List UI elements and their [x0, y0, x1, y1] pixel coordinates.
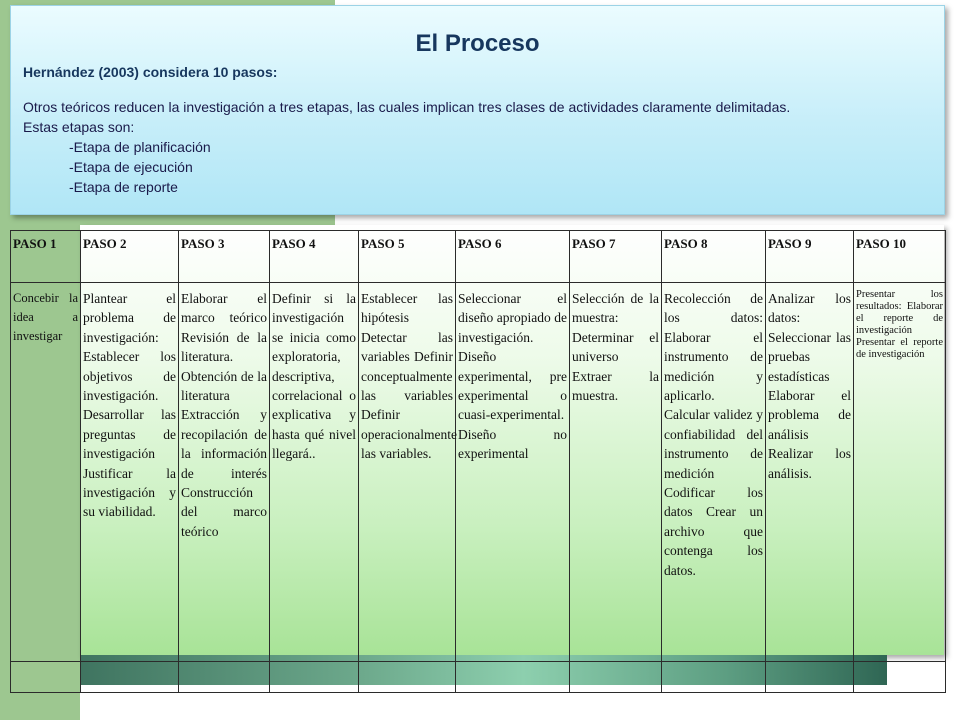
footer-cell-10 [854, 662, 946, 693]
header-paso-3: PASO 3 [179, 231, 270, 283]
header-paso-8: PASO 8 [662, 231, 766, 283]
footer-cell-1 [11, 662, 81, 693]
cell-text-paso-2: Plantear el problema de investigación: Establecer los objetivos de investigación. Desarrollar las preguntas de investigación Justificar la investigación y su viabilidad. [83, 291, 176, 520]
cell-text-paso-8: Recolección de los datos: Elaborar el instrumento de medición y aplicarlo. Calcular validez y confiabilidad del instrumento de medición Codificar los datos Crear un archivo que contenga los datos. [664, 291, 763, 578]
footer-cell-4 [270, 662, 359, 693]
header-paso-6: PASO 6 [456, 231, 570, 283]
cell-text-paso-5: Establecer las hipótesis Detectar las variables Definir conceptualmente las variables Definir operacionalmente las variables. [361, 291, 457, 462]
header-paso-5: PASO 5 [359, 231, 456, 283]
table-header-row [11, 231, 946, 283]
cell-text-paso-9: Analizar los datos: Seleccionar las pruebas estadísticas Elaborar el problema de análisis Realizar los análisis. [768, 291, 851, 481]
intro-text: Otros teóricos reducen la investigación a tres etapas, las cuales implican tres clases de actividades claramente delimitadas. [23, 99, 791, 115]
cell-paso-1 [11, 283, 81, 662]
cell-paso-8 [662, 283, 766, 662]
header-paso-4: PASO 4 [270, 231, 359, 283]
footer-cell-8 [662, 662, 766, 693]
slide-title: El Proceso [415, 30, 540, 57]
header-paso-9: PASO 9 [766, 231, 854, 283]
cell-text-paso-3: Elaborar el marco teórico Revisión de la literatura. Obtención de la literatura Extracción y recopilación de la información de interés Construcción del marco teórico [181, 291, 267, 539]
intro-box [10, 5, 945, 215]
cell-text-paso-1: Concebir la idea a investigar [13, 291, 78, 343]
footer-cell-3 [179, 662, 270, 693]
stage-planning: -Etapa de planificación [69, 139, 211, 155]
intro-text-stages-lead: Estas etapas son: [23, 119, 135, 135]
cell-paso-5 [359, 283, 456, 662]
cell-paso-7 [570, 283, 662, 662]
stage-execution: -Etapa de ejecución [69, 159, 193, 175]
footer-cell-6 [456, 662, 570, 693]
table-content-row [11, 283, 946, 662]
cell-paso-3 [179, 283, 270, 662]
cell-text-paso-4: Definir si la investigación se inicia como exploratoria, descriptiva, correlacional o explicativa y hasta qué nivel llegará.. [272, 291, 356, 462]
footer-cell-5 [359, 662, 456, 693]
cell-text-paso-6: Seleccionar el diseño apropiado de investigación. Diseño experimental, pre experimental o cuasi-experimental. Diseño no experimental [458, 291, 567, 462]
cell-paso-9 [766, 283, 854, 662]
header-paso-10: PASO 10 [854, 231, 946, 283]
table-footer-row [11, 662, 946, 693]
cell-paso-10 [854, 283, 946, 662]
cell-paso-4 [270, 283, 359, 662]
footer-cell-2 [81, 662, 179, 693]
header-paso-2: PASO 2 [81, 231, 179, 283]
cell-text-paso-10: Presentar los resultados: Elaborar el reporte de investigación Presentar el reporte de investigación [856, 289, 943, 360]
cell-paso-2 [81, 283, 179, 662]
cell-paso-6 [456, 283, 570, 662]
header-paso-7: PASO 7 [570, 231, 662, 283]
header-paso-1: PASO 1 [11, 231, 81, 283]
stage-report: -Etapa de reporte [69, 179, 178, 195]
footer-cell-7 [570, 662, 662, 693]
slide-subtitle: Hernández (2003) considera 10 pasos: [23, 64, 278, 80]
footer-cell-9 [766, 662, 854, 693]
cell-text-paso-7: Selección de la muestra: Determinar el universo Extraer la muestra. [572, 291, 659, 404]
steps-table [10, 230, 946, 693]
